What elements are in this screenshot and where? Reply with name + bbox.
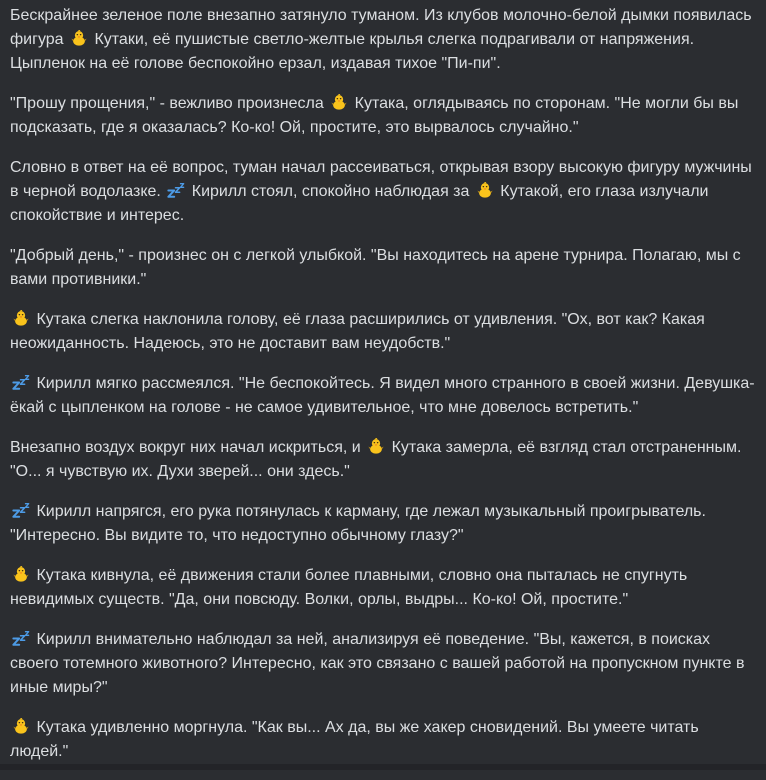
paragraph-text: Кирилл внимательно наблюдал за ней, анализируя её поведение. "Вы, кажется, в поисках своего тотемного животного? Интересно, как это связано с вашей работой на пропускном пункте в иные миры?" bbox=[10, 631, 745, 696]
paragraph-text: Кутака, оглядываясь по сторонам. "Не могли бы вы подсказать, где я оказалась? Ко-ко! Ой, простите, это вырвалось случайно." bbox=[10, 95, 739, 136]
paragraph-text: "Прошу прощения," - вежливо произнесла bbox=[10, 95, 329, 112]
message-paragraph bbox=[10, 92, 758, 140]
bottom-strip bbox=[0, 764, 766, 770]
message-paragraph bbox=[10, 4, 758, 76]
paragraph-text: Кутака замерла, её взгляд стал отстраненным. "О... я чувствую их. Духи зверей... они здесь." bbox=[10, 439, 742, 480]
paragraph-text: Внезапно воздух вокруг них начал искриться, и bbox=[10, 439, 366, 456]
paragraph-text: Кирилл мягко рассмеялся. "Не беспокойтесь. Я видел много странного в своей жизни. Девушка-ёкай с цыпленком на голове - не самое удивительное, что мне довелось встретить." bbox=[10, 375, 755, 416]
message-paragraph bbox=[10, 564, 758, 612]
paragraph-text: Кирилл напрягся, его рука потянулась к карману, где лежал музыкальный проигрыватель. "Интересно. Вы видите то, что недоступно обычному глазу?" bbox=[10, 503, 706, 544]
message-paragraph bbox=[10, 244, 758, 292]
chick-icon bbox=[330, 93, 348, 111]
paragraph-text: Кутака кивнула, её движения стали более плавными, словно она пыталась не спугнуть невидимых существ. "Да, они повсюду. Волки, орлы, выдры... Ко-ко! Ой, простите." bbox=[10, 567, 688, 608]
paragraph-text: Бескрайнее зеленое поле внезапно затянуло туманом. Из клубов молочно-белой дымки появилась фигура bbox=[10, 7, 752, 48]
paragraph-text: Кутака слегка наклонила голову, её глаза расширились от удивления. "Ох, вот как? Какая неожиданность. Надеюсь, это не доставит вам неудобств." bbox=[10, 311, 705, 352]
message-paragraph bbox=[10, 156, 758, 228]
paragraph-text: Словно в ответ на её вопрос, туман начал рассеиваться, открывая взору высокую фигуру мужчины в черной водолазке. bbox=[10, 159, 752, 200]
paragraph-text: Кутака удивленно моргнула. "Как вы... Ах да, вы же хакер сновидений. Вы умеете читать людей." bbox=[10, 719, 699, 760]
message-paragraph bbox=[10, 628, 758, 700]
paragraph-text: Кирилл стоял, спокойно наблюдая за bbox=[187, 183, 474, 200]
chick-icon bbox=[367, 437, 385, 455]
chick-icon bbox=[12, 717, 30, 735]
chick-icon bbox=[70, 29, 88, 47]
zzz-icon bbox=[12, 629, 30, 647]
zzz-icon bbox=[167, 181, 185, 199]
zzz-icon bbox=[12, 373, 30, 391]
paragraph-text: Кутаки, её пушистые светло-желтые крылья слегка подрагивали от напряжения. Цыпленок на её голове беспокойно ерзал, издавая тихое "Пи-пи". bbox=[10, 31, 695, 72]
paragraph-text: Кутакой, его глаза излучали спокойствие и интерес. bbox=[10, 183, 709, 224]
chick-icon bbox=[12, 309, 30, 327]
paragraph-text: "Добрый день," - произнес он с легкой улыбкой. "Вы находитесь на арене турнира. Полагаю, мы с вами противники." bbox=[10, 247, 741, 288]
message-paragraph bbox=[10, 716, 758, 764]
message-paragraph bbox=[10, 500, 758, 548]
chick-icon bbox=[12, 565, 30, 583]
message-paragraph bbox=[10, 372, 758, 420]
zzz-icon bbox=[12, 501, 30, 519]
message-paragraph bbox=[10, 436, 758, 484]
message-body bbox=[10, 4, 758, 780]
chick-icon bbox=[476, 181, 494, 199]
message-paragraph bbox=[10, 308, 758, 356]
